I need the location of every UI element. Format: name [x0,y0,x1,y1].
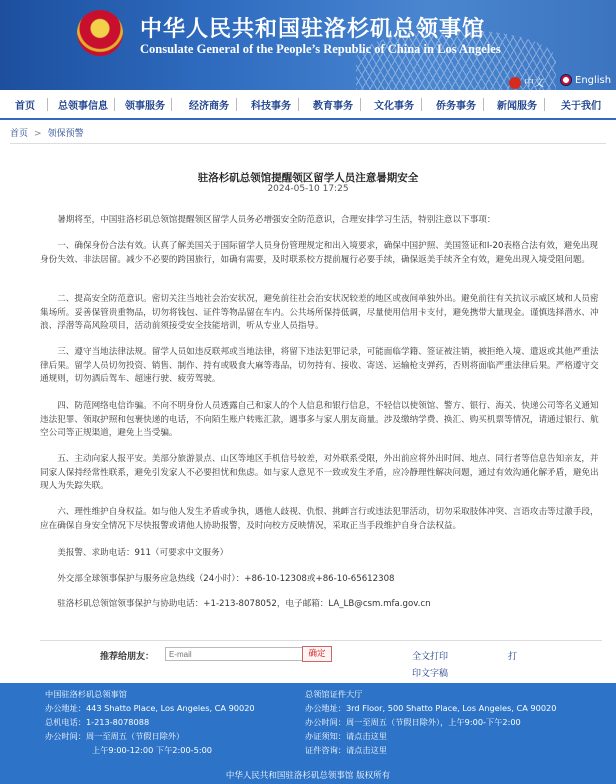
nav-home[interactable]: 首页 [15,101,35,112]
national-emblem-icon [77,10,123,56]
article-title: 驻洛杉矶总领馆提醒领区留学人员注意暑期安全 [197,172,419,184]
footer-right-consult-link[interactable]: 证件咨询：请点击这里 [305,745,387,755]
footer-right-address: 办公地址：3rd Floor, 500 Shatto Place, Los Angeles, CA 90020 [305,703,557,713]
footer-left-title: 中国驻洛杉矶总领事馆 [45,689,127,699]
footer-left-hours-detail: 上午9:00-12:00 下午2:00-5:00 [92,745,213,755]
print-text-link[interactable]: 印文字稿 [412,669,449,679]
article-date: 2024-05-10 17:25 [267,184,349,194]
nav-consul-info[interactable]: 总领事信息 [58,101,108,112]
confirm-button[interactable]: 确定 [302,646,332,662]
nav-overseas-chinese[interactable]: 侨务事务 [436,101,476,112]
share-label: 推荐给朋友： [100,652,155,662]
nav-education[interactable]: 教育事务 [313,101,353,112]
article-paragraph: 二、提高安全防范意识。密切关注当地社会治安状况，避免前往社会治安状况较差的地区或夜间单独外出。避免前往有关抗议示威区域和人员密集场所。妥善保管贵重物品，切勿将钱包、证件等物品留在车内。公共场所保持低调，尽量使用信用卡支付，避免携带大量现金。谨慎选择潜水、冲浪、浮潜等高风险项目，活动前须接受安全技能培训，听从专业人员指导。 [40,294,599,331]
nav-culture[interactable]: 文化事务 [374,101,414,112]
article-paragraph: 暑期将至，中国驻洛杉矶总领馆提醒领区留学人员务必增强安全防范意识，合理安排学习生活，特别注意以下事项： [57,215,496,225]
breadcrumb-current[interactable]: 领保预警 [47,129,84,139]
lang-chinese-link[interactable]: 中文 [509,74,544,89]
header-banner [0,0,616,90]
china-flag-icon [509,77,521,89]
hotline: 外交部全球领事保护与服务应急热线（24小时）：+86-10-12308或+86-10-65612308 [57,574,395,584]
footer-right-hours: 办公时间：周一至周五（节假日除外），上午9:00-下午2:00 [305,717,521,727]
site-title-cn: 中华人民共和国驻洛杉矶总领事馆 [140,16,486,42]
nav-consular-services[interactable]: 领事服务 [125,101,165,112]
uk-flag-icon [560,74,572,86]
footer-right-docs-link[interactable]: 办证须知：请点击这里 [305,731,387,741]
nav-economy[interactable]: 经济商务 [189,101,229,112]
article-paragraph: 五、主动向家人报平安。美部分旅游景点、山区等地区手机信号较差，对外联系受限，外出前应将外出时间、地点、同行者等信息告知亲友，并同家人保持经常性联系，避免引发家人不必要担忧和焦虑。如与家人意见不一致或发生矛盾，应冷静理性解决问题，通过有效沟通化解矛盾，避免出现人为失踪失联。 [40,454,599,491]
footer-right-title: 总领馆证件大厅 [305,689,363,699]
footer [0,683,616,784]
breadcrumb-home[interactable]: 首页 [10,129,29,139]
consulate-contact: 驻洛杉矶总领馆领事保护与协助电话：+1-213-8078052，电子邮箱：LA_LB@csm.mfa.gov.cn [57,599,431,609]
nav-news[interactable]: 新闻服务 [497,101,537,112]
print-link[interactable]: 打 [508,652,518,662]
site-title-en: Consulate General of the People’s Republic of China in Los Angeles [140,42,501,56]
print-full-link[interactable]: 全文打印 [412,652,449,662]
share-bar [40,640,602,671]
nav-science[interactable]: 科技事务 [251,101,291,112]
footer-left-hours: 办公时间：周一至周五（节假日除外） [45,731,185,741]
footer-left-phone: 总机电话：1-213-8078088 [45,717,150,727]
article-paragraph: 六、理性维护自身权益。如与他人发生矛盾或争执，遇他人歧视、仇恨、挑衅言行或违法犯罪活动，切勿采取肢体冲突、言语攻击等过激手段，应在确保自身安全情况下尽快报警或请他人协助报警，及时向校方反映情况，采取正当手段维护自身合法权益。 [40,507,599,531]
emergency-phone: 美报警、求助电话：911（可要求中文服务） [57,548,229,558]
article-paragraph: 三、遵守当地法律法规。留学人员如违反联邦或当地法律，将留下违法犯罪记录，可能面临学籍、签证被注销，被拒绝入境、遣返或其他严重法律后果。留学人员切勿投资、销售、制作、持有或吸食大麻等毒品，切勿持有、接收、寄送、运输枪支弹药，否则将面临严重法律后果。严格遵守交通规则，切勿酒后驾车、超速行驶、疲劳驾驶。 [40,347,599,384]
main-nav [0,92,616,120]
divider [10,143,606,144]
breadcrumb [10,126,84,139]
lang-english-link[interactable]: English [560,74,611,86]
email-input[interactable] [165,647,303,661]
copyright: 中华人民共和国驻洛杉矶总领事馆 版权所有 [225,771,391,781]
breadcrumb-separator: > [34,129,42,139]
article-paragraph: 一、确保身份合法有效。认真了解美国关于国际留学人员身份管理规定和出入境要求，确保中国护照、美国签证和I-20表格合法有效，避免出现身份失效、非法居留。减少不必要的跨国旅行，如确有需要，及时联系校方提前履行必要手续，确保返美手续齐全有效，避免出现入境受阻问题。 [40,241,598,265]
article-paragraph: 四、防范网络电信诈骗。不向不明身份人员透露自己和家人的个人信息和银行信息，不轻信以使领馆、警方、银行、海关、快递公司等名义通知违法犯罪、领取护照和包裹快递的电话，不向陌生账户转账汇款，遇事多与家人朋友商量。涉及缴纳学费、换汇、购买机票等情况，请通过银行、航空公司等正规渠道，避免上当受骗。 [40,401,599,438]
nav-about[interactable]: 关于我们 [561,101,601,112]
footer-left-address: 办公地址：443 Shatto Place, Los Angeles, CA 90020 [45,703,255,713]
